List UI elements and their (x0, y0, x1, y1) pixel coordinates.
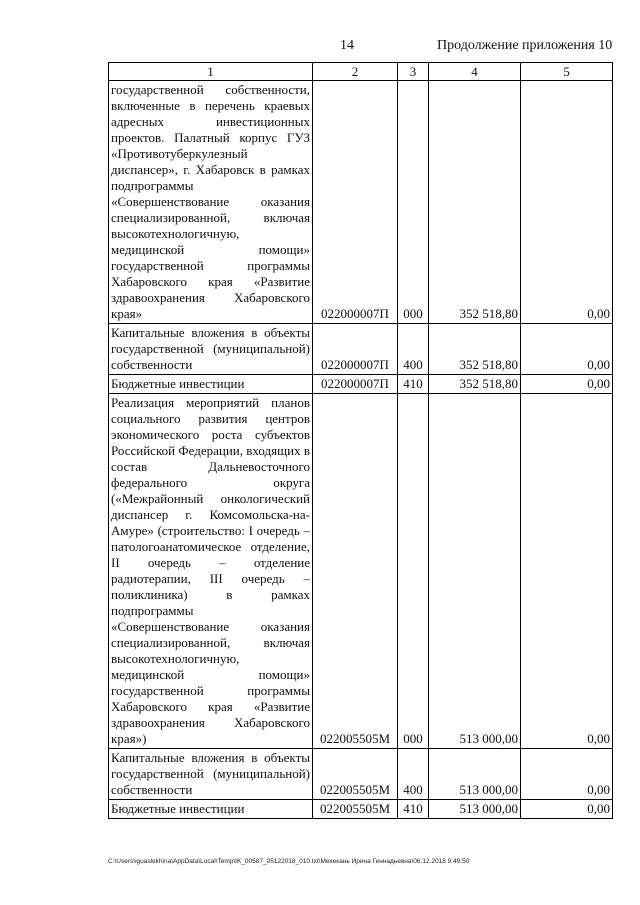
file-path-footer: C:\Users\iguaslekhina\AppData\Local\Temp\IK_00587_05122018_010.txt\Мехекань Ирина Геннадьевна\06.12.2018 9:49:50 (108, 858, 470, 865)
table-row (109, 749, 613, 800)
amount-col4: 352 518,80 (429, 375, 521, 394)
table-row (109, 375, 613, 394)
amount-col5: 0,00 (521, 324, 613, 375)
item-name: Реализация мероприятий планов социального развития центров экономического роста субъектов Российской Федерации, входящих в состав Дальневосточного федерального округа («Межрайонный онкологический диспансер г. Комсомольска-на-Амуре» (строительство: I очередь – патологоанатомическое отделение, II очередь – отделение радиотерапии, III очередь – поликлиника) в рамках подпрограммы «Совершенствование оказания специализированной, включая высокотехнологичную, медицинской помощи» государственной программы Хабаровского края «Развитие здравоохранения Хабаровского края») (109, 394, 313, 749)
table-row (109, 394, 613, 749)
amount-col5: 0,00 (521, 81, 613, 324)
budget-table (108, 62, 613, 819)
target-code: 022005505М (313, 800, 398, 819)
item-name: Бюджетные инвестиции (109, 800, 313, 819)
expense-kind: 410 (398, 800, 429, 819)
item-name: Капитальные вложения в объекты государственной (муниципальной) собственности (109, 324, 313, 375)
amount-col5: 0,00 (521, 800, 613, 819)
amount-col5: 0,00 (521, 375, 613, 394)
item-name: Бюджетные инвестиции (109, 375, 313, 394)
expense-kind: 000 (398, 81, 429, 324)
item-name: государственной собственности, включенные в перечень краевых адресных инвестиционных проектов. Палатный корпус ГУЗ «Противотуберкулезный диспансер», г. Хабаровск в рамках подпрограммы «Совершенствование оказания специализированной, включая высокотехнологичную, медицинской помощи» государственной программы Хабаровского края «Развитие здравоохранения Хабаровского края» (109, 81, 313, 324)
item-name: Капитальные вложения в объекты государственной (муниципальной) собственности (109, 749, 313, 800)
amount-col5: 0,00 (521, 394, 613, 749)
page-number: 14 (340, 38, 354, 53)
amount-col4: 513 000,00 (429, 394, 521, 749)
amount-col4: 513 000,00 (429, 749, 521, 800)
column-header: 3 (398, 63, 429, 81)
column-header: 1 (109, 63, 313, 81)
column-header: 4 (429, 63, 521, 81)
continuation-title: Продолжение приложения 10 (437, 38, 613, 53)
amount-col4: 352 518,80 (429, 324, 521, 375)
expense-kind: 410 (398, 375, 429, 394)
column-header: 5 (521, 63, 613, 81)
target-code: 022005505М (313, 749, 398, 800)
target-code: 022000007П (313, 81, 398, 324)
amount-col4: 352 518,80 (429, 81, 521, 324)
target-code: 022000007П (313, 375, 398, 394)
expense-kind: 400 (398, 324, 429, 375)
amount-col4: 513 000,00 (429, 800, 521, 819)
target-code: 022000007П (313, 324, 398, 375)
column-number-row (109, 63, 613, 81)
expense-kind: 000 (398, 394, 429, 749)
table-row (109, 81, 613, 324)
column-header: 2 (313, 63, 398, 81)
target-code: 022005505М (313, 394, 398, 749)
amount-col5: 0,00 (521, 749, 613, 800)
table-row (109, 800, 613, 819)
table-row (109, 324, 613, 375)
expense-kind: 400 (398, 749, 429, 800)
